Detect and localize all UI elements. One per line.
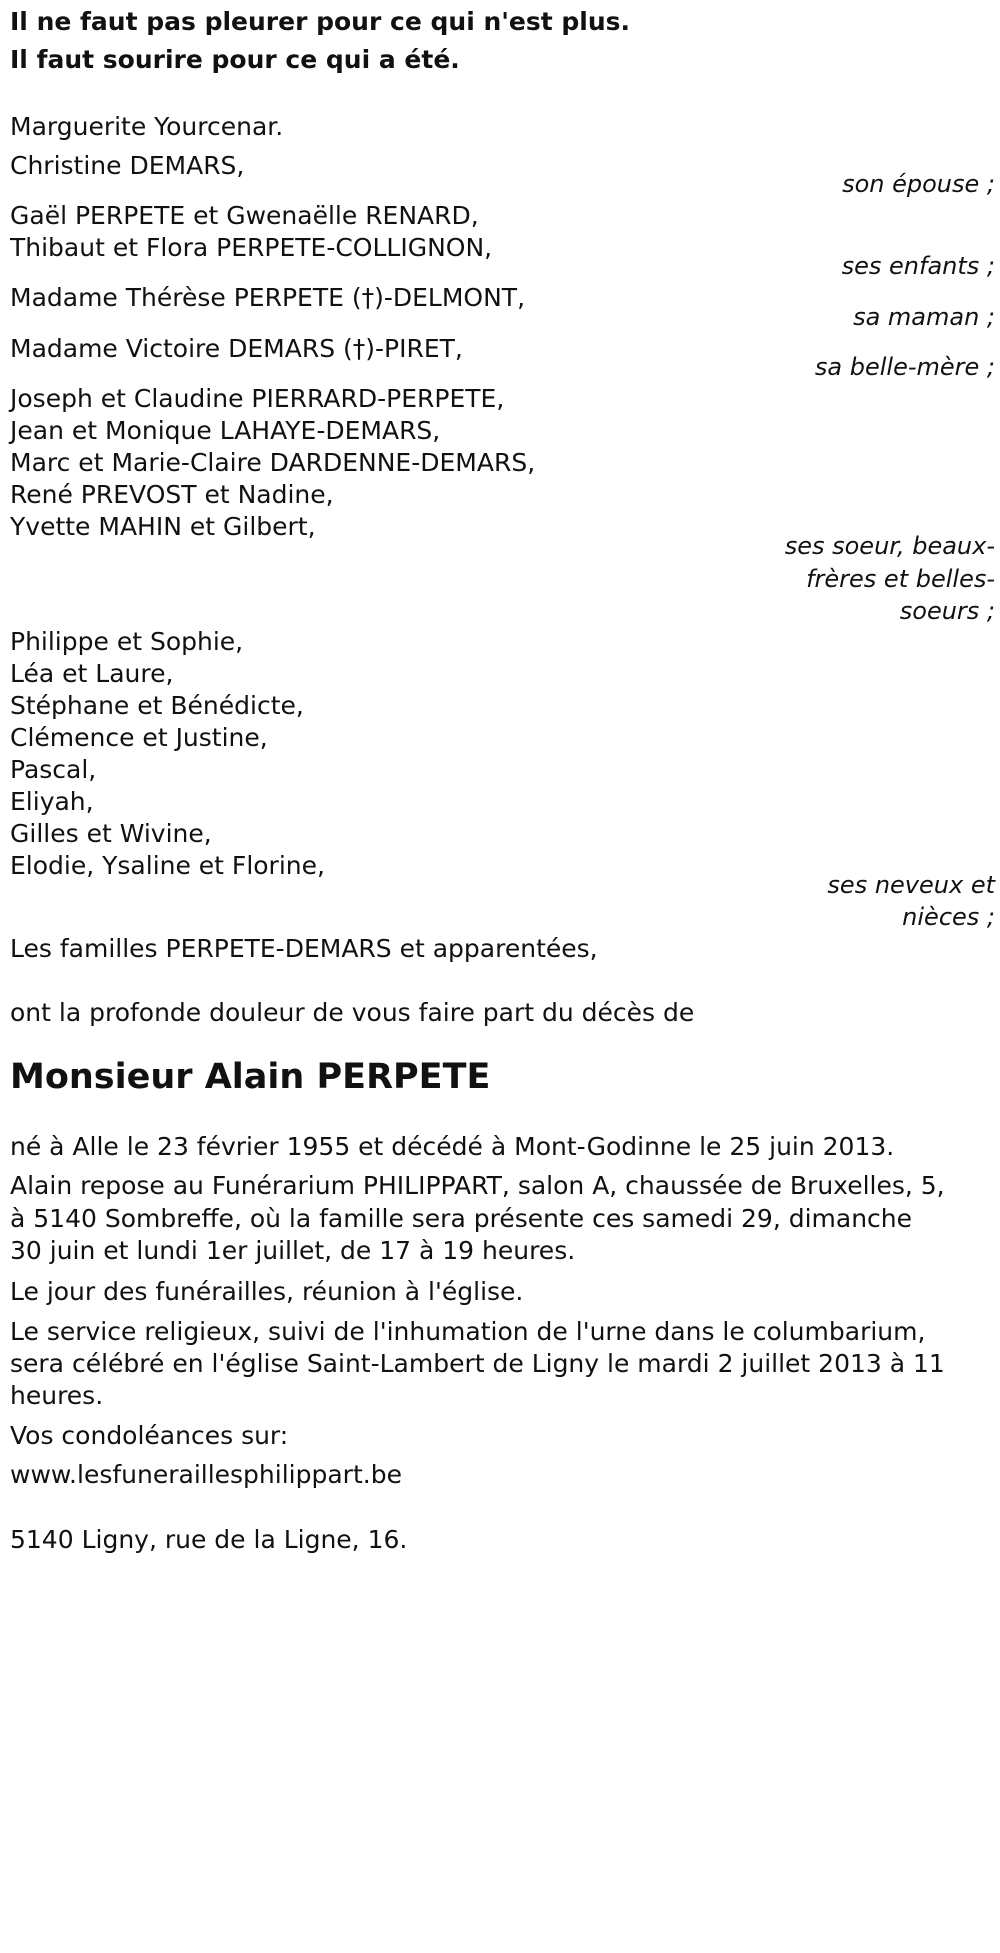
nephew-name: Eliyah, <box>10 787 94 816</box>
repose-line: Alain repose au Funérarium PHILIPPART, salon A, chaussée de Bruxelles, 5, <box>10 1171 945 1200</box>
nephew-name: Léa et Laure, <box>10 659 174 688</box>
condolences-website-link[interactable]: www.lesfuneraillesphilippart.be <box>10 1460 402 1489</box>
announcement-text: ont la profonde douleur de vous faire part du décès de <box>10 998 695 1027</box>
repose-line: à 5140 Sombreffe, où la famille sera présente ces samedi 29, dimanche <box>10 1204 913 1233</box>
child-name: Thibaut et Flora PERPETE-COLLIGNON, <box>10 233 493 262</box>
nephews-relation-line: ses neveux et <box>827 871 995 899</box>
nephew-name: Clémence et Justine, <box>10 723 268 752</box>
sibling-name: Marc et Marie-Claire DARDENNE-DEMARS, <box>10 448 536 477</box>
quote-line-2: Il faut sourire pour ce qui a été. <box>10 45 460 74</box>
nephews-relation-line: nièces ; <box>902 903 995 931</box>
deceased-name: Monsieur Alain PERPETE <box>10 1057 491 1097</box>
service-line: Le service religieux, suivi de l'inhumation de l'urne dans le columbarium, <box>10 1317 926 1346</box>
condolences-label: Vos condoléances sur: <box>10 1421 289 1450</box>
mother-name: Madame Thérèse PERPETE (†)-DELMONT, <box>10 283 526 312</box>
child-name: Gaël PERPETE et Gwenaëlle RENARD, <box>10 201 479 230</box>
repose-line: 30 juin et lundi 1er juillet, de 17 à 19 heures. <box>10 1236 576 1265</box>
nephew-name: Gilles et Wivine, <box>10 819 212 848</box>
spouse-relation: son épouse ; <box>842 170 995 198</box>
sibling-name: Yvette MAHIN et Gilbert, <box>10 512 316 541</box>
siblings-relation-line: soeurs ; <box>899 597 995 625</box>
sibling-name: Joseph et Claudine PIERRARD-PERPETE, <box>10 384 505 413</box>
nephew-name: Stéphane et Bénédicte, <box>10 691 304 720</box>
siblings-relation-line: frères et belles- <box>806 565 995 593</box>
families-line: Les familles PERPETE-DEMARS et apparentées, <box>10 934 598 963</box>
nephew-name: Elodie, Ysaline et Florine, <box>10 851 325 880</box>
sibling-name: Jean et Monique LAHAYE-DEMARS, <box>10 416 441 445</box>
quote-author: Marguerite Yourcenar. <box>10 112 284 141</box>
service-line: heures. <box>10 1381 104 1410</box>
mother-in-law-relation: sa belle-mère ; <box>814 353 995 381</box>
spouse-name: Christine DEMARS, <box>10 151 245 180</box>
nephew-name: Pascal, <box>10 755 97 784</box>
sibling-name: René PREVOST et Nadine, <box>10 480 334 509</box>
children-relation: ses enfants ; <box>841 252 995 280</box>
address-line: 5140 Ligny, rue de la Ligne, 16. <box>10 1525 408 1554</box>
obituary-notice <box>10 0 995 1953</box>
mother-in-law-name: Madame Victoire DEMARS (†)-PIRET, <box>10 334 463 363</box>
birth-death-line: né à Alle le 23 février 1955 et décédé à Mont-Godinne le 25 juin 2013. <box>10 1132 895 1161</box>
quote-line-1: Il ne faut pas pleurer pour ce qui n'est plus. <box>10 7 631 36</box>
service-line: sera célébré en l'église Saint-Lambert de Ligny le mardi 2 juillet 2013 à 11 <box>10 1349 945 1378</box>
funeral-day-line: Le jour des funérailles, réunion à l'église. <box>10 1277 524 1306</box>
nephew-name: Philippe et Sophie, <box>10 627 244 656</box>
mother-relation: sa maman ; <box>853 303 995 331</box>
siblings-relation-line: ses soeur, beaux- <box>784 532 995 560</box>
